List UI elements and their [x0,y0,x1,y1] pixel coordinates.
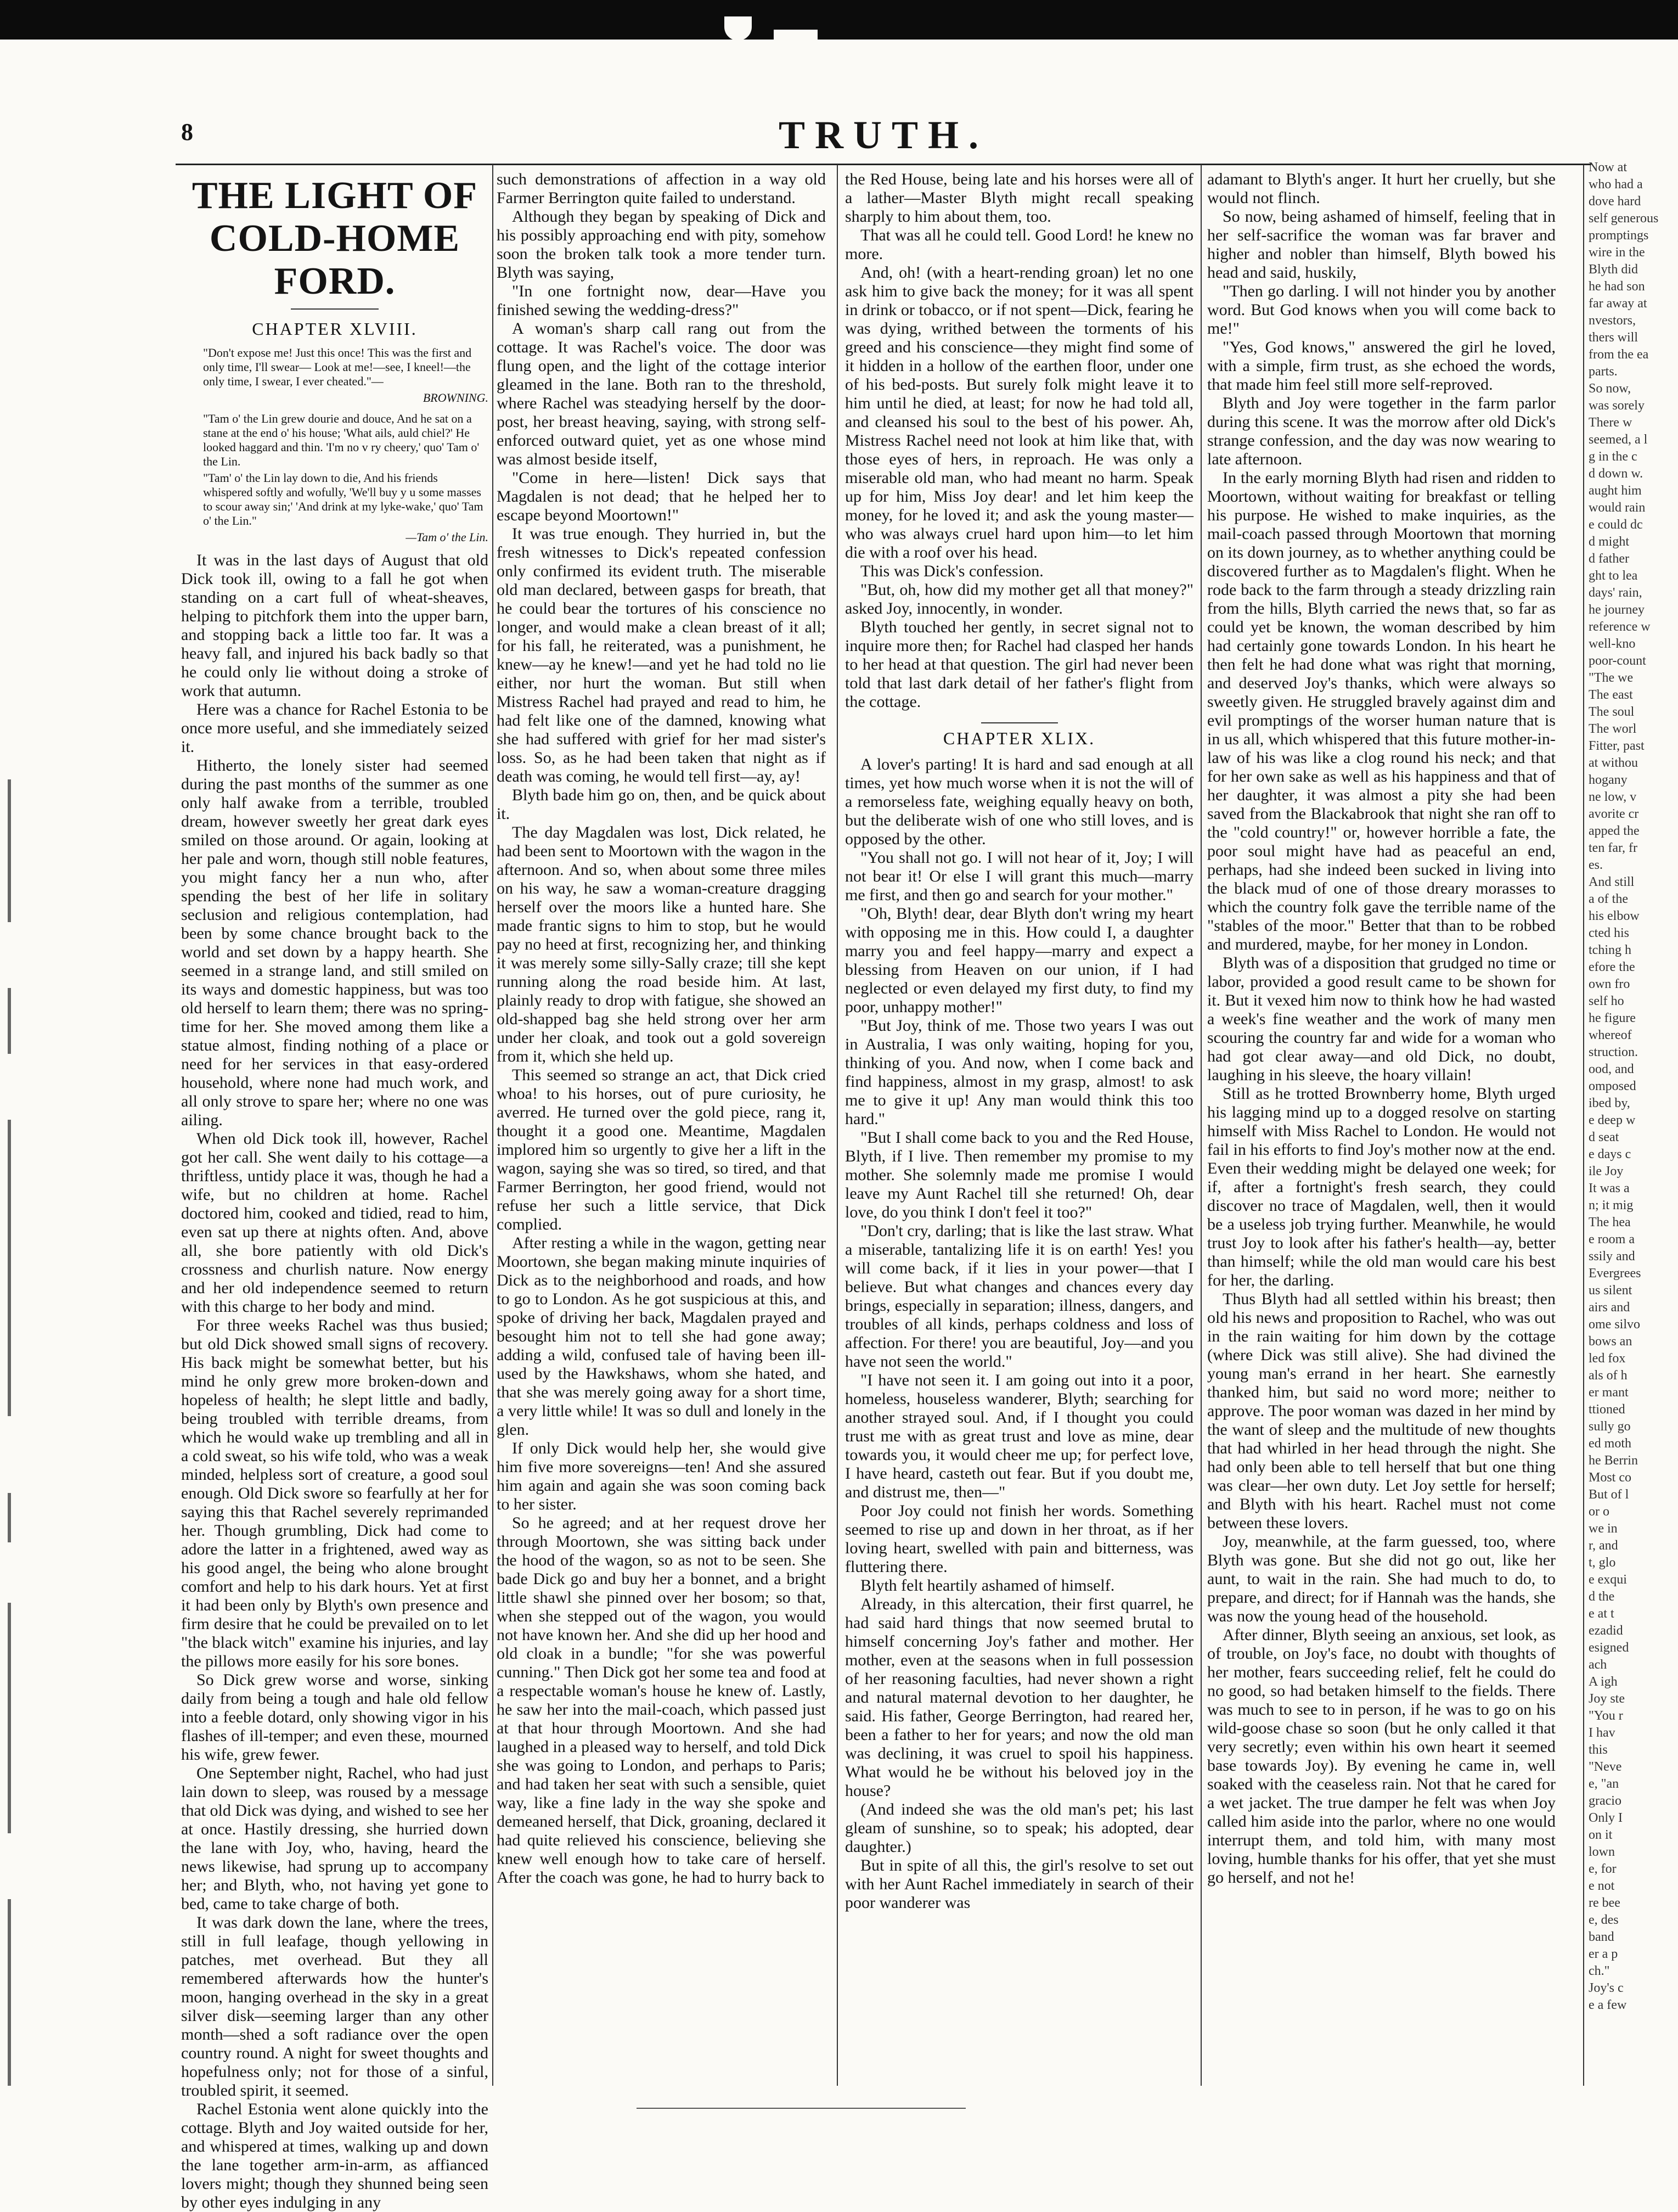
paragraph: After dinner, Blyth seeing an anxious, set look, as of trouble, on Joy's face, no doubt with thoughts of her mother, fears succeeding relief, felt he could do no good, so had betaken himself to the fields. There was much to see to in person, if he was to go on his wild-goose chase so soon (but he only called it that very secretly; even within his own heart it seemed base towards Joy). By evening he came in, well soaked with the ceaseless rain. Not that he cared for a wet jacket. The true damper he felt was when Joy called him aside into the parlor, where no one would interrupt them, and told him, with many most loving, humble thanks for his offer, that yet she must go herself, and not he! [1207,1626,1556,1887]
paragraph: "But, oh, how did my mother get all that money?" asked Joy, innocently, in wonder. [845,581,1193,617]
paragraph: A lover's parting! It is hard and sad enough at all times, yet how much worse when it is not the will of a remorseless fate, weighing equally heavy on both, but the deliberate wish of one who still loves, and is opposed by the other. [845,755,1193,848]
bleed-line: own fro [1589,977,1630,991]
bleed-line: he figure [1589,1011,1636,1025]
bleed-line: ssily and [1589,1249,1635,1264]
epigraph-verse: "Tam' o' the Lin lay down to die, And his friends whispered softly and wofully, 'We'll buy y u some masses to scour away sin;' 'And drink at my lyke-wake,' quo' Tam o' the Lin." [203,471,483,527]
bleed-line: he Berrin [1589,1453,1638,1468]
column-divider [492,165,493,2086]
paragraph: Blyth touched her gently, in secret signal not to inquire more then; for Rachel had clasped her hands to her head at that question. The girl had never been told that last dark detail of her father's flight from the cottage. [845,618,1193,711]
epigraph-verse: "Tam o' the Lin grew dourie and douce, And he sat on a stane at the end o' his house; 'What ails, auld chiel?' He looked haggard and thin. 'I'm no v ry cheery,' quo' Tam o' the Lin. [203,412,480,468]
page-number: 8 [181,119,193,145]
paragraph: Here was a chance for Rachel Estonia to be once more useful, and she immediately seized it. [181,700,488,756]
paragraph: This was Dick's confession. [860,562,1044,580]
paragraph: One September night, Rachel, who had just lain down to sleep, was roused by a message that old Dick was dying, and wished to see her at once. Hastily dressing, she hurried down the lane with Joy, who, having, heard the news likewise, had sprung up to accompany her; and Blyth, who, not having yet gone to bed, came to take charge of both. [181,1764,488,1913]
paragraph: So now, being ashamed of himself, feeling that in her self-sacrifice the woman was far braver and higher and nobler than himself, Blyth bowed his head and said, huskily, [1207,207,1556,282]
paragraph: In the early morning Blyth had risen and ridden to Moortown, without waiting for breakfast or telling his purpose. He wished to make inquiries, as the mail-coach passed through Moortown that morning on its down journey, as to whether anything could be discovered further as to Magdalen's flight. When he rode back to the farm through a steady drizzling rain from the hills, Blyth carried the news that, so far as could yet be known, the woman described by him had certainly gone towards London. In his heart he then felt he had done what was right that morning, and deserved Joy's thanks, which were always so sweetly given. He struggled bravely against dim and evil promptings of the worser human nature that is in us all, which whispered that this future mother-in-law of his was like a clog round his neck; and that for her own sake as well as his happiness and that of her daughter, it was almost a pity she had been saved from the Blackabrook that night she ran off to the "cold country!" or, however horrible a fate, the poor soul might have had as peaceful an end, perhaps, had she indeed been sucked in living into the black mud of one of those dreary morasses to which the country folk gave the terrible name of the "stables of the moor." Better that than to be robbed and murdered, maybe, for her money in London. [1207,469,1556,953]
bleed-line: ibed by, [1589,1096,1630,1110]
bleed-line: re bee [1589,1896,1620,1910]
masthead-rule [176,164,1591,165]
bleed-line: us silent [1589,1283,1632,1298]
bleed-line: ach [1589,1658,1607,1672]
paragraph: Although they began by speaking of Dick and his possibly approaching end with pity, somehow soon the broken talk took a more tender turn. Blyth was saying, [497,207,826,282]
paragraph: It was dark down the lane, where the trees, still in full leafage, though yellowing in patches, met overhead. But they all remembered afterwards how the hunter's moon, hanging overhead in the sky in a great silver disk—seeming larger than any other month—shed a soft radiance over the open country round. A night for sweet thoughts and hopefulness only; not for those of a sinful, troubled spirit, it seemed. [181,1913,488,2099]
bleed-line: lown [1589,1845,1615,1859]
bleed-line: er a p [1589,1947,1618,1961]
bleed-line: his elbow [1589,909,1640,923]
paragraph: A woman's sharp call rang out from the cottage. It was Rachel's voice. The door was flung open, and the light of the cottage interior gleamed in the lane. Both ran to the threshold, where Rachel was steadying herself by the door-post, her breast heaving, saying, with strong self-enforced outward quiet, yet as one whose mind was almost beside itself, [497,319,826,468]
bleed-line: this [1589,1743,1608,1757]
bleed-line: Joy ste [1589,1692,1625,1706]
bleed-line: ed moth [1589,1436,1631,1451]
bleed-line: I hav [1589,1726,1615,1740]
newspaper-name: TRUTH. [778,113,989,157]
epigraph-attribution: —Tam o' the Lin. [406,530,488,544]
paragraph: And, oh! (with a heart-rending groan) let no one ask him to give back the money; for it was all spent in drink or tobacco, or if not spent—Dick, fearing he was dying, writhed between the torments of his greed and his conscience—they might find some of it hidden in a hollow of the earthen floor, under one of his bed-posts. But surely folk might leave it to him until he died, at least; for now he had told all, and cleansed his soul to the best of his power. Ah, Mistress Rachel need not look at him like that, with those eyes of hers, in reproach. He was only a miserable old man, who had meant no harm. Speak up for him, Miss Joy dear! and let him keep the money, for he loved it; and ask the young master—who was always cruel hard upon him—to let him die with a roof over his head. [845,263,1193,562]
bleed-line: sully go [1589,1419,1631,1434]
bleed-line: at withou [1589,756,1638,770]
paragraph: "Then go darling. I will not hinder you by another word. But God knows when you will come back to me!" [1207,282,1556,338]
bleed-line: self generous [1589,211,1659,226]
paragraph: "Come in here—listen! Dick says that Magdalen is not dead; that he helped her to escape beyond Moortown!" [497,469,826,524]
bleed-line: apped the [1589,824,1640,838]
paragraph: "In one fortnight now, dear—Have you finished sewing the wedding-dress?" [497,282,826,319]
bleed-line: nvestors, [1589,313,1636,328]
paragraph: "Don't cry, darling; that is like the last straw. What a miserable, tantalizing life it is on earth! Yes! you will come back, if it lies in your power—that I believe. But what changes and chances every day brings, especially in separation; illness, dangers, and troubles of all kinds, perhaps coldness and loss of affection. For there! you are beautiful, Joy—and you have not seen the world." [845,1222,1193,1371]
paragraph: It was true enough. They hurried in, but the fresh witnesses to Dick's repeated confession only confirmed its evident truth. The miserable old man declared, between gasps for breath, that he could bear the tortures of his conscience no longer, and would make a clean breast of it all; for his fall, he reiterated, was a punishment, he knew—ay he knew!—and yet he had told no lie either, nor hurt the woman. But still when Mistress Rachel had prayed and read to him, he had felt like one of the damned, knowing what she had suffered with grief for her mad sister's loss. So, as he had been taken that night as if death was coming, he would tell first—ay, ay! [497,525,826,785]
paragraph: Joy, meanwhile, at the farm guessed, too, where Blyth was gone. But she did not go out, like her aunt, to wait in the rain. She had much to do, to prepare, and direct; for if Hannah was the hands, she was now the young head of the household. [1207,1532,1556,1625]
paragraph: Rachel Estonia went alone quickly into the cottage. Blyth and Joy waited outside for her, and whispered at times, walking up and down the lane together arm-in-arm, as affianced lovers might; though they shunned being seen by other eyes indulging in any [181,2100,488,2211]
paragraph: But in spite of all this, the girl's resolve to set out with her Aunt Rachel immediately in search of their poor wanderer was [845,1856,1193,1912]
paragraph: Poor Joy could not finish her words. Something seemed to rise up and down in her throat, as if her loving heart, swelled with pain and bitterness, was fluttering there. [845,1502,1193,1576]
bleed-line: als of h [1589,1368,1628,1383]
bleed-line: "You r [1589,1709,1623,1723]
column-1 [181,170,488,2211]
column-divider [1201,165,1202,2086]
paragraph: After resting a while in the wagon, getting near Moortown, she began making minute inquiries of Dick as to the neighborhood and roads, and how to go to London. As he got suspicious at this, and spoke of driving her back, Magdalen prayed and besought him not to tell she had gone away; adding a wild, confused tale of having been ill-used by the Hawkshaws, whom she hated, and that she was merely going away for a short time, a very little while! It was so dull and lonely in the glen. [497,1234,826,1439]
bleed-line: reference w [1589,620,1651,634]
bleed-line: on it [1589,1828,1613,1842]
torn-paper-scrap [774,30,818,42]
paragraph: If only Dick would help her, she would give him five more sovereigns—ten! And she assured him again and again she was soon coming back to her sister. [497,1439,826,1513]
bleed-line: aught him [1589,484,1642,498]
paragraph: "I have not seen it. I am going out into it a poor, homeless, houseless wanderer, Blyth; searching for another strayed soul. And, if I thought you could trust me with as great trust and love as mine, dear towards you, it would cheer me up; for perfect love, I have heard, casteth out fear. But if you doubt me, and distrust me, then—" [845,1371,1193,1501]
bleed-line: e, for [1589,1862,1617,1876]
chapter-rule [981,722,1058,723]
paragraph: So Dick grew worse and worse, sinking daily from being a tough and hale old fellow into a feeble dotard, only showing vigor in his flashes of ill-temper; and even these, mourned his wife, grew fewer. [181,1671,488,1764]
bleed-line: promptings [1589,228,1649,243]
bleed-line: would rain [1589,501,1646,515]
paragraph: That was all he could tell. Good Lord! he knew no more. [845,226,1193,263]
bleed-line: The hea [1589,1215,1631,1229]
bleed-line: e could dc [1589,518,1643,532]
bleed-line: hogany [1589,773,1628,787]
bleed-line: d the [1589,1590,1615,1604]
column-2 [497,170,826,2080]
bleed-line: There w [1589,416,1632,430]
bleed-line: ne low, v [1589,790,1637,804]
bleed-line: airs and [1589,1300,1630,1315]
bleed-line: who had a [1589,177,1643,192]
bleed-line: or o [1589,1504,1609,1519]
bleed-line: So now, [1589,381,1631,396]
bleed-line: The soul [1589,705,1635,719]
bleed-line: e room a [1589,1232,1635,1247]
page-bottom-rule [637,2108,966,2109]
bleed-line: led fox [1589,1351,1626,1366]
bleed-line: n; it mig [1589,1198,1634,1212]
bleed-line: d might [1589,535,1630,549]
paragraph: For three weeks Rachel was thus busied; but old Dick showed small signs of recovery. His back might be somewhat better, but his mind he only grew more broken-down and hopeless of health; he slept little and badly, being troubled with terrible dreams, from which he would wake up trembling and all in a cold sweat, so his wife told, who was a weak minded, helpless sort of creature, a good soul enough. Old Dick swore so fearfully at her for saying this that Rachel severely reprimanded her. Though grumbling, Dick had come to adore the latter in a frightened, awed way as his good angel, the being who alone brought comfort and help to his dark hours. Yet at first it had been only by Blyth's own presence and firm desire that he could be prevailed on to let "the black witch" examine his injuries, and lay the pillows more easily for his sore bones. [181,1316,488,1670]
bleed-line: ome silvo [1589,1317,1640,1332]
bleed-line: g in the c [1589,450,1637,464]
torn-paper-notch [724,16,752,41]
bleed-line: seemed, a l [1589,433,1648,447]
bleed-line: e, "an [1589,1777,1619,1791]
paragraph: Thus Blyth had all settled within his breast; then old his news and proposition to Rachel, who was out in the rain waiting for him down by the cottage (where Dick was still alive). She had divined the young man's errand in her heart. She earnestly thanked him, but said no word more; neither to approve. The poor woman was dazed in her mind by the want of sleep and the multitude of new thoughts that had whirled in her head through the night. She had only been able to tell herself that but one thing was clear—her own duty. Let Joy settle for herself; and Blyth with his heart. Rachel must not come between these lovers. [1207,1290,1556,1532]
bleed-line: d seat [1589,1130,1619,1144]
bleed-line: The east [1589,688,1633,702]
bleed-line: And still [1589,875,1635,889]
paragraph: Blyth and Joy were together in the farm parlor during this scene. It was the morrow after old Dick's strange confession, and the day was now wearing to late afternoon. [1207,394,1556,468]
bleed-line: Blyth did [1589,262,1638,277]
paragraph: This seemed so strange an act, that Dick cried whoa! to his horses, out of pure curiosity, he averred. He turned over the gold piece, rang it, thought it a good one. Meantime, Magdalen implored him so urgently to give her a lift in the wagon, saying she was so tired, so tired, and that Farmer Berrington, her good friend, would not refuse her such a little service, that Dick complied. [497,1066,826,1233]
paragraph: It was in the last days of August that old Dick took ill, owing to a fall he got when standing on a cart full of wheat-sheaves, helping to pitchfork them into the upper barn, and stopping back a little too far. It was a heavy fall, and injured his back badly so that he could only lie without doing a stroke of work that autumn. [181,551,488,700]
paragraph: (And indeed she was the old man's pet; his last gleam of sunshine, so to speak; his adopted, dear daughter.) [845,1800,1193,1856]
bleed-line: e days c [1589,1147,1631,1161]
bleed-line: Only I [1589,1811,1623,1825]
bleed-line: a of the [1589,892,1628,906]
paragraph: Still as he trotted Brownberry home, Blyth urged his lagging mind up to a dogged resolve on starting himself with Miss Rachel to London. He would not fail in his efforts to find Joy's mother now at the end. Even their wedding might be delayed one week; for if, after a fortnight's fresh search, they could discover no trace of Magdalen, well, then it would be a useless job trying further. Meanwhile, he would trust Joy to look after his father's health—ay, better than himself; while the old man would care his best for her, the darling. [1207,1085,1556,1289]
bleed-line: t, glo [1589,1556,1616,1570]
bleed-line: dove hard [1589,194,1641,209]
bleed-line: efore the [1589,960,1635,974]
bleed-line: "Neve [1589,1760,1622,1774]
column-divider [1583,165,1584,2086]
story-title: THE LIGHT OF COLD-HOME FORD. [192,175,478,302]
bleed-line: parts. [1589,364,1618,379]
bleed-line: we in [1589,1522,1618,1536]
paragraph: the Red House, being late and his horses were all of a lather—Master Blyth might recall speaking sharply to him about them, too. [845,170,1193,226]
bleed-line: Evergrees [1589,1266,1641,1281]
bleed-line: The worl [1589,722,1637,736]
paragraph: such demonstrations of affection in a way old Farmer Berrington quite failed to understand. [497,170,826,207]
bleed-line: was sorely [1589,398,1645,413]
bleed-line: But of l [1589,1487,1629,1502]
bleed-line: "The we [1589,671,1634,685]
bleed-line: bows an [1589,1334,1632,1349]
bleed-line: band [1589,1930,1614,1944]
bleed-line: ood, and [1589,1062,1634,1076]
bleed-line: ch." [1589,1964,1610,1978]
bleed-line: Fitter, past [1589,739,1645,753]
bleed-line: he journey [1589,603,1645,617]
adjacent-page-bleed [1589,159,1671,2080]
paragraph: "Yes, God knows," answered the girl he loved, with a simple, firm trust, as she echoed the words, that made him feel still more self-reproved. [1207,338,1556,394]
bleed-line: Joy's c [1589,1981,1624,1995]
bleed-line: e not [1589,1879,1615,1893]
bleed-line: he had son [1589,279,1645,294]
bleed-line: ght to lea [1589,569,1638,583]
bleed-line: ile Joy [1589,1164,1624,1178]
bleed-line: d down w. [1589,467,1643,481]
bleed-line: far away at [1589,296,1647,311]
bleed-line: r, and [1589,1539,1618,1553]
column-3 [845,170,1193,2080]
bleed-line: days' rain, [1589,586,1642,600]
bleed-line: A igh [1589,1675,1618,1689]
bleed-line: Now at [1589,160,1627,175]
bleed-line: self ho [1589,994,1624,1008]
bleed-line: omposed [1589,1079,1636,1093]
bleed-line: e a few [1589,1998,1627,2012]
bleed-line: gracio [1589,1794,1621,1808]
masthead [181,113,1586,162]
paragraph: So he agreed; and at her request drove her through Moortown, she was sitting back under the hood of the wagon, so as not to be seen. She bade Dick go and buy her a bonnet, and a bright little shawl she pinned over her bosom; so that, when she stepped out of the wagon, you would not have known her. And she did up her hood and old cloak in a bundle; "for she was powerful cunning." Then Dick got her some tea and food at a respectable woman's house he knew of. Lastly, he saw her into the mail-coach, which passed just at that hour through Moortown. And she had laughed in a pleased way to herself, and told Dick she was going to London, and perhaps to Paris; and had taken her seat with such a sensible, quiet way, like a fine lady in the way she spoke and demeaned herself, that Dick, groaning, declared it had quite relieved his conscience, believing she knew well enough how to take care of herself. After the coach was gone, he had to hurry back to [497,1514,826,1887]
bleed-line: whereof [1589,1028,1632,1042]
bleed-line: es. [1589,858,1603,872]
paragraph: adamant to Blyth's anger. It hurt her cruelly, but she would not flinch. [1207,170,1556,207]
bleed-line: from the ea [1589,347,1649,362]
title-rule [291,308,379,310]
binding-gutter-marks [0,779,33,2108]
bleed-line: avorite cr [1589,807,1639,821]
bleed-line: tching h [1589,943,1631,957]
bleed-line: poor-count [1589,654,1646,668]
paragraph: "But Joy, think of me. Those two years I was out in Australia, I was only waiting, hoping for you, thinking of you. And now, when I come back and find happiness, almost in my grasp, almost! to ask me to give it up! Any man would think this too hard." [845,1017,1193,1128]
page-top-border [0,0,1678,40]
paragraph: The day Magdalen was lost, Dick related, he had been sent to Moortown with the wagon in the afternoon. And so, when about some three miles on his way, he saw a woman-creature dragging herself over the moors like a hunted hare. She made frantic signs to him to stop, but he would pay no heed at first, recognizing her, and thinking it was merely some silly-Sally craze; till she kept running along the road beside him. At last, plainly ready to drop with fatigue, she showed an old-shapped bag she held strong over her arm under her cloak, and took out a gold sovereign from it, which she held up. [497,823,826,1065]
bleed-line: It was a [1589,1181,1630,1195]
paragraph: Blyth felt heartily ashamed of himself. [860,1576,1115,1595]
paragraph: "You shall not go. I will not hear of it, Joy; I will not bear it! Or else I will grant this much—marry me first, and then go and search for your mother." [845,849,1193,904]
bleed-line: d father [1589,552,1629,566]
column-4 [1207,170,1556,2080]
bleed-line: e deep w [1589,1113,1636,1127]
bleed-line: e exqui [1589,1573,1627,1587]
bleed-line: ezadid [1589,1624,1623,1638]
column-divider [837,165,838,2086]
chapter-heading: CHAPTER XLIX. [943,728,1096,748]
paragraph: When old Dick took ill, however, Rachel got her call. She went daily to his cottage—a thriftless, untidy place it was, though he had a wife, but no children at home. Rachel doctored him, cooked and tidied, read to him, even sat up there at nights often. And, above all, she bore patiently with old Dick's crossness and churlish nature. Now energy and her old independence seemed to return with this charge to her body and mind. [181,1130,488,1316]
paragraph: "Oh, Blyth! dear, dear Blyth don't wring my heart with opposing me in this. How could I, a daughter marry you and feel happy—marry and expect a blessing from Heaven on our union, if I had neglected or even delayed my first duty, to find my poor, unhappy mother!" [845,905,1193,1016]
bleed-line: er mant [1589,1385,1629,1400]
bleed-line: struction. [1589,1045,1638,1059]
bleed-line: ttioned [1589,1402,1625,1417]
bleed-line: thers will [1589,330,1638,345]
bleed-line: wire in the [1589,245,1645,260]
paragraph: Blyth was of a disposition that grudged no time or labor, provided a good result came to be shown for it. But it vexed him now to think how he had wasted a week's fine weather and the work of many men scouring the country far and wide for a woman who had got clear away—and old Dick, no doubt, laughing in his sleeve, the hoary villain! [1207,954,1556,1084]
bleed-line: Most co [1589,1470,1631,1485]
bleed-line: e at t [1589,1607,1614,1621]
paragraph: Hitherto, the lonely sister had seemed during the past months of the summer as one only half awake from a terrible, troubled dream, however sweetly her great dark eyes smiled on those around. Or again, looking at her pale and worn, though still noble features, you might fancy her a nun who, after spending the best of her life in solitary seclusion and religious contemplation, had been by some chance brought back to the world and set down by a happy hearth. She seemed in a strange land, and still smiled on its ways and domestic happiness, but was too old herself to learn them; there was no spring-time for her. She moved among them like a statue almost, finding nothing of a place or need for her services in that easy-ordered household, where none had much work, and all only strove to spare her; where no one was ailing. [181,756,488,1129]
bleed-line: well-kno [1589,637,1636,651]
paragraph: Already, in this altercation, their first quarrel, he had said hard things that now seemed brutal to himself concerning Joy's father and mother. Her mother, even at the seasons when in full possession of her reasoning faculties, had never shown a right and natural maternal devotion to her daughter, he said. His father, George Berrington, had reared her, been a father to her for years; and now the old man was declining, it was cruel to spoil his happiness. What would he be without his beloved joy in the house? [845,1595,1193,1800]
bleed-line: ten far, fr [1589,841,1637,855]
paragraph: "But I shall come back to you and the Red House, Blyth, if I live. Then remember my promise to my mother. She solemnly made me promise I would leave my Aunt Rachel till she returned! Oh, dear love, do you think I don't feel it too?" [845,1129,1193,1221]
epigraph-verse: "Don't expose me! Just this once! This was the first and only time, I'll swear— Look at me!—see, I kneel!—the only time, I swear, I ever cheated."— [203,346,472,388]
bleed-line: e, des [1589,1913,1619,1927]
chapter-heading: CHAPTER XLVIII. [252,319,418,339]
epigraph-attribution: BROWNING. [423,391,488,405]
paragraph: Blyth bade him go on, then, and be quick about it. [497,786,826,823]
bleed-line: esigned [1589,1641,1629,1655]
bleed-line: cted his [1589,926,1629,940]
